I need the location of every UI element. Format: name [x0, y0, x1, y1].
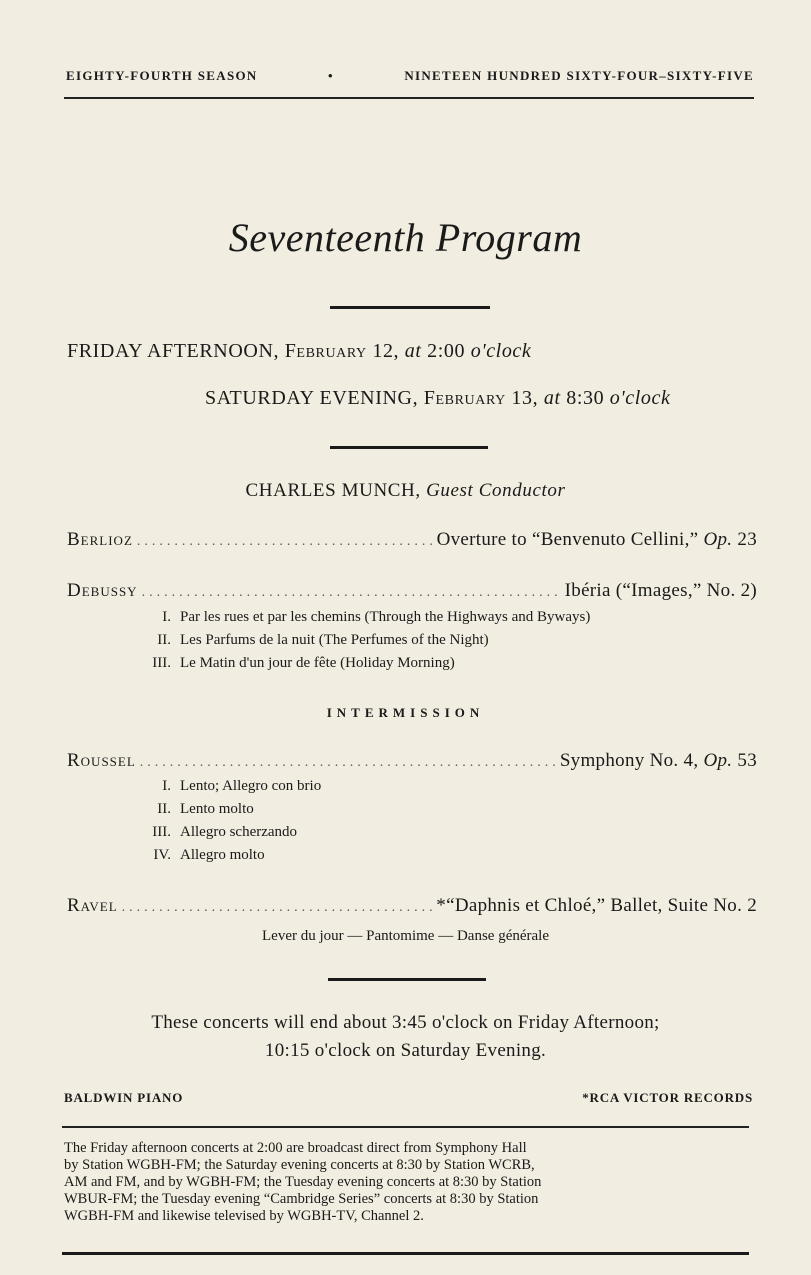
movement-number: III.: [152, 655, 171, 671]
broadcast-line: by Station WGBH-FM; the Saturday evening concerts at 8:30 by Station WCRB,: [64, 1157, 535, 1173]
friday-time: 2:00: [427, 340, 466, 362]
movement-item: [130, 632, 590, 655]
conductor-line: [0, 480, 811, 502]
movement-item: [130, 778, 321, 801]
movement-item: [130, 655, 590, 678]
movement-title: Les Parfums de la nuit (The Perfumes of the Night): [180, 632, 489, 648]
movement-title: Allegro scherzando: [180, 824, 298, 840]
composer-name: Ravel: [67, 895, 118, 916]
season-years: NINETEEN HUNDRED SIXTY-FOUR–SIXTY-FIVE: [404, 68, 754, 83]
movement-title: Le Matin d'un jour de fête (Holiday Morning): [180, 655, 455, 671]
conductor-role: Guest Conductor: [426, 480, 566, 501]
piece-title: Ibéria (“Images,” No. 2): [564, 580, 757, 601]
movement-number: II.: [157, 632, 171, 648]
broadcast-line: AM and FM, and by WGBH-FM; the Tuesday evening concerts at 8:30 by Station: [64, 1174, 542, 1190]
saturday-time: 8:30: [566, 387, 605, 409]
work-ravel: [67, 895, 757, 917]
friday-day: FRIDAY AFTERNOON,: [67, 340, 280, 362]
work-berlioz: [67, 529, 757, 551]
movement-number: I.: [162, 778, 171, 794]
work-roussel: [67, 750, 757, 772]
debussy-movements: [130, 609, 590, 678]
broadcast-rule: [62, 1126, 749, 1128]
saturday-at: at: [543, 387, 561, 409]
ravel-subtitle: Lever du jour — Pantomime — Danse générale: [262, 928, 549, 944]
friday-date: February 12,: [284, 340, 400, 362]
end-note-line: These concerts will end about 3:45 o'clock on Friday Afternoon;: [151, 1012, 660, 1033]
end-time-note: [0, 1009, 811, 1065]
movement-item: [130, 847, 321, 870]
intermission-label: INTERMISSION: [326, 705, 485, 720]
season-label: EIGHTY-FOURTH SEASON: [66, 68, 258, 83]
footer-rule: [62, 1252, 749, 1255]
movement-number: I.: [162, 609, 171, 625]
saturday-day: SATURDAY EVENING,: [205, 387, 419, 409]
end-note-line: 10:15 o'clock on Saturday Evening.: [264, 1040, 547, 1061]
broadcast-line: The Friday afternoon concerts at 2:00 are broadcast direct from Symphony Hall: [64, 1140, 527, 1156]
movement-title: Allegro molto: [180, 847, 265, 863]
title-divider: [330, 306, 490, 309]
movement-title: Par les rues et par les chemins (Through the Highways and Byways): [180, 609, 591, 625]
movement-item: [130, 824, 321, 847]
dates-divider: [330, 446, 488, 449]
piano-credit: BALDWIN PIANO: [64, 1090, 184, 1105]
movement-number: II.: [157, 801, 171, 817]
friday-date-line: [67, 340, 531, 363]
movement-item: [130, 609, 590, 632]
leader-dots: [140, 755, 556, 771]
season-header: [66, 68, 754, 84]
broadcast-line: WGBH-FM and likewise televised by WGBH-TV, Channel 2.: [64, 1208, 424, 1224]
broadcast-info: [64, 1140, 754, 1225]
saturday-oclock: o'clock: [609, 387, 671, 409]
movement-title: Lento molto: [180, 801, 254, 817]
header-rule: [64, 97, 754, 99]
composer-name: Berlioz: [67, 529, 133, 550]
piece-title: [437, 529, 757, 551]
roussel-movements: [130, 778, 321, 870]
saturday-date: February 13,: [423, 387, 539, 409]
records-credit: *RCA VICTOR RECORDS: [582, 1090, 753, 1105]
saturday-date-line: [205, 387, 670, 410]
movement-number: IV.: [153, 847, 171, 863]
program-title: Seventeenth Program: [228, 215, 583, 260]
composer-name: Roussel: [67, 750, 136, 771]
works-divider: [328, 978, 486, 981]
friday-at: at: [404, 340, 422, 362]
composer-name: Debussy: [67, 580, 138, 601]
leader-dots: [122, 900, 433, 916]
conductor-name: CHARLES MUNCH,: [245, 480, 421, 501]
work-debussy: [67, 580, 757, 602]
opus-number: 53: [737, 750, 757, 771]
opus-label: Op.: [703, 529, 733, 550]
opus-label: Op.: [703, 750, 733, 771]
friday-oclock: o'clock: [470, 340, 532, 362]
movement-item: [130, 801, 321, 824]
movement-number: III.: [152, 824, 171, 840]
leader-dots: [142, 585, 561, 601]
opus-number: 23: [737, 529, 757, 550]
leader-dots: [137, 534, 433, 550]
piece-title: *“Daphnis et Chloé,” Ballet, Suite No. 2: [436, 895, 757, 916]
piece-title-text: Symphony No. 4,: [559, 750, 699, 771]
broadcast-line: WBUR-FM; the Tuesday evening “Cambridge Series” concerts at 8:30 by Station: [64, 1191, 539, 1207]
movement-title: Lento; Allegro con brio: [180, 778, 322, 794]
header-bullet: •: [328, 68, 334, 83]
piece-title-text: Overture to “Benvenuto Cellini,”: [436, 529, 699, 550]
piece-title: [560, 750, 757, 772]
